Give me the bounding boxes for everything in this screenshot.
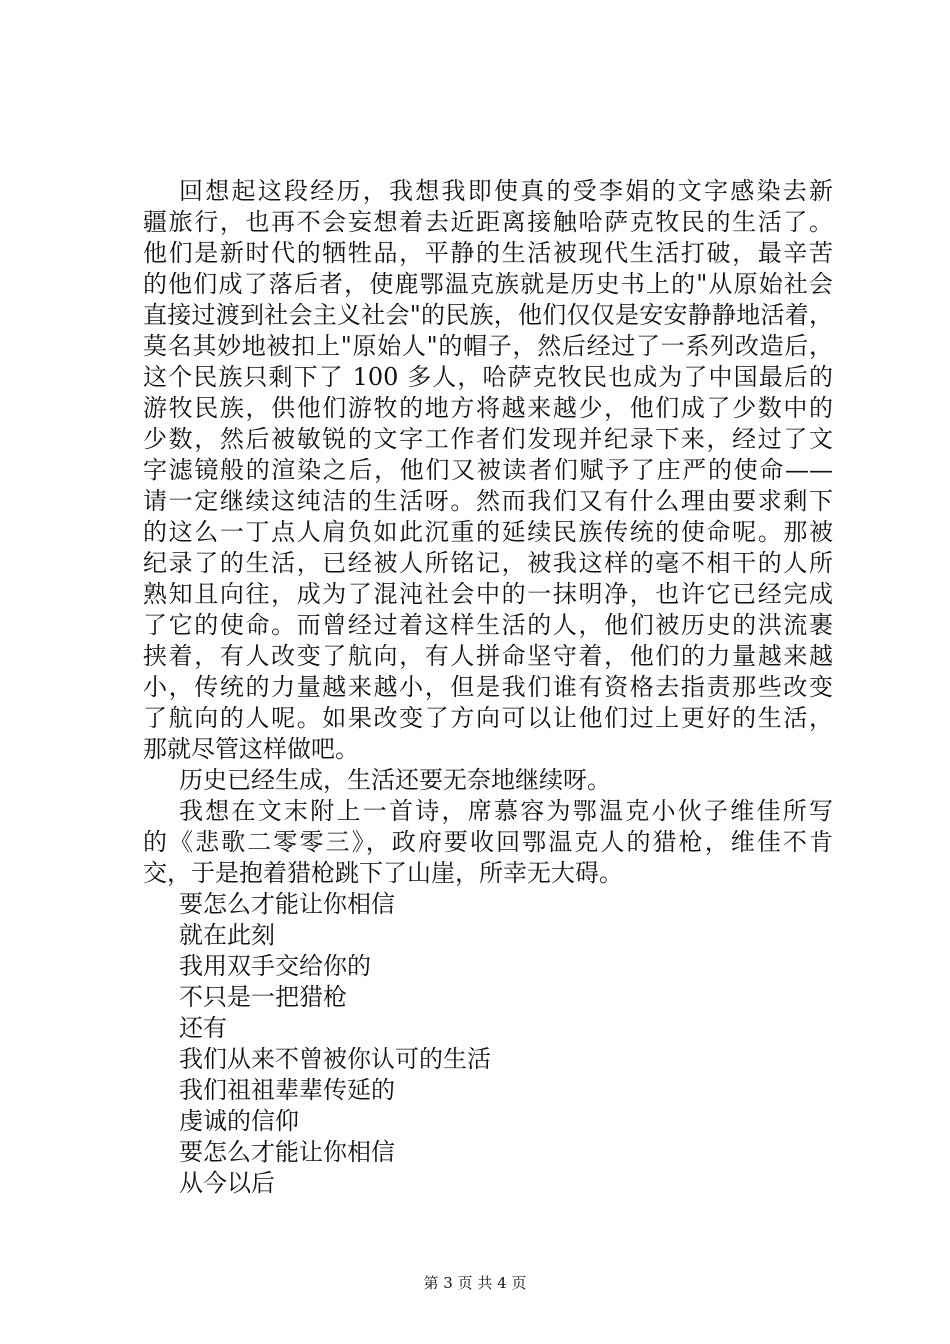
text-line: 挟着，有人改变了航向，有人拼命坚守着，他们的力量越来越 <box>143 642 833 670</box>
poem-line: 就在此刻 <box>179 921 275 949</box>
text-line: 莫名其妙地被扣上"原始人"的帽子，然后经过了一系列改造后， <box>143 332 833 360</box>
poem-line: 我们祖祖辈辈传延的 <box>179 1076 395 1104</box>
text-line: 小，传统的力量越来越小，但是我们谁有资格去指责那些改变 <box>143 673 833 701</box>
text-line: 回想起这段经历，我想我即使真的受李娟的文字感染去新 <box>179 177 833 205</box>
poem-line: 虔诚的信仰 <box>179 1107 299 1135</box>
text-line: 游牧民族，供他们游牧的地方将越来越少，他们成了少数中的 <box>143 394 833 422</box>
text-line: 纪录了的生活，已经被人所铭记，被我这样的毫不相干的人所 <box>143 549 833 577</box>
text-line: 疆旅行，也再不会妄想着去近距离接触哈萨克牧民的生活了。 <box>143 208 833 236</box>
poem-line: 不只是一把猎枪 <box>179 983 347 1011</box>
text-line: 这个民族只剩下了 100 多人，哈萨克牧民也成为了中国最后的 <box>143 363 833 391</box>
text-line: 那就尽管这样做吧。 <box>143 735 359 763</box>
page-number-footer: 第 3 页 共 4 页 <box>423 1274 527 1292</box>
paragraph-poem-intro <box>143 796 833 889</box>
text-line: 交，于是抱着猎枪跳下了山崖，所幸无大碍。 <box>143 859 623 887</box>
poem-line: 我们从来不曾被你认可的生活 <box>179 1045 491 1073</box>
poem-line: 我用双手交给你的 <box>179 952 371 980</box>
poem-line: 从今以后 <box>179 1169 275 1197</box>
text-line: 他们是新时代的牺牲品，平静的生活被现代生活打破，最辛苦 <box>143 239 833 267</box>
poem-block <box>143 889 833 1199</box>
page-content <box>143 176 833 1199</box>
poem-line: 还有 <box>179 1014 227 1042</box>
poem-line: 要怎么才能让你相信 <box>179 890 395 918</box>
paragraph-reflection <box>143 176 833 765</box>
text-line: 的《悲歌二零零三》，政府要收回鄂温克人的猎枪，维佳不肯 <box>143 828 833 856</box>
text-line: 了航向的人呢。如果改变了方向可以让他们过上更好的生活， <box>143 704 833 732</box>
text-line: 熟知且向往，成为了混沌社会中的一抹明净，也许它已经完成 <box>143 580 833 608</box>
text-line: 直接过渡到社会主义社会"的民族，他们仅仅是安安静静地活着， <box>143 301 833 329</box>
paragraph-history <box>143 765 833 796</box>
text-line: 的这么一丁点人肩负如此沉重的延续民族传统的使命呢。那被 <box>143 518 833 546</box>
text-line: 字滤镜般的渲染之后，他们又被读者们赋予了庄严的使命—— <box>143 456 833 484</box>
text-line: 历史已经生成，生活还要无奈地继续呀。 <box>179 766 611 794</box>
poem-line: 要怎么才能让你相信 <box>179 1138 395 1166</box>
text-line: 我想在文末附上一首诗，席慕容为鄂温克小伙子维佳所写 <box>179 797 833 825</box>
text-line: 请一定继续这纯洁的生活呀。然而我们又有什么理由要求剩下 <box>143 487 833 515</box>
text-line: 了它的使命。而曾经过着这样生活的人，他们被历史的洪流裹 <box>143 611 833 639</box>
text-line: 少数，然后被敏锐的文字工作者们发现并纪录下来，经过了文 <box>143 425 833 453</box>
text-line: 的他们成了落后者，使鹿鄂温克族就是历史书上的"从原始社会 <box>143 270 833 298</box>
